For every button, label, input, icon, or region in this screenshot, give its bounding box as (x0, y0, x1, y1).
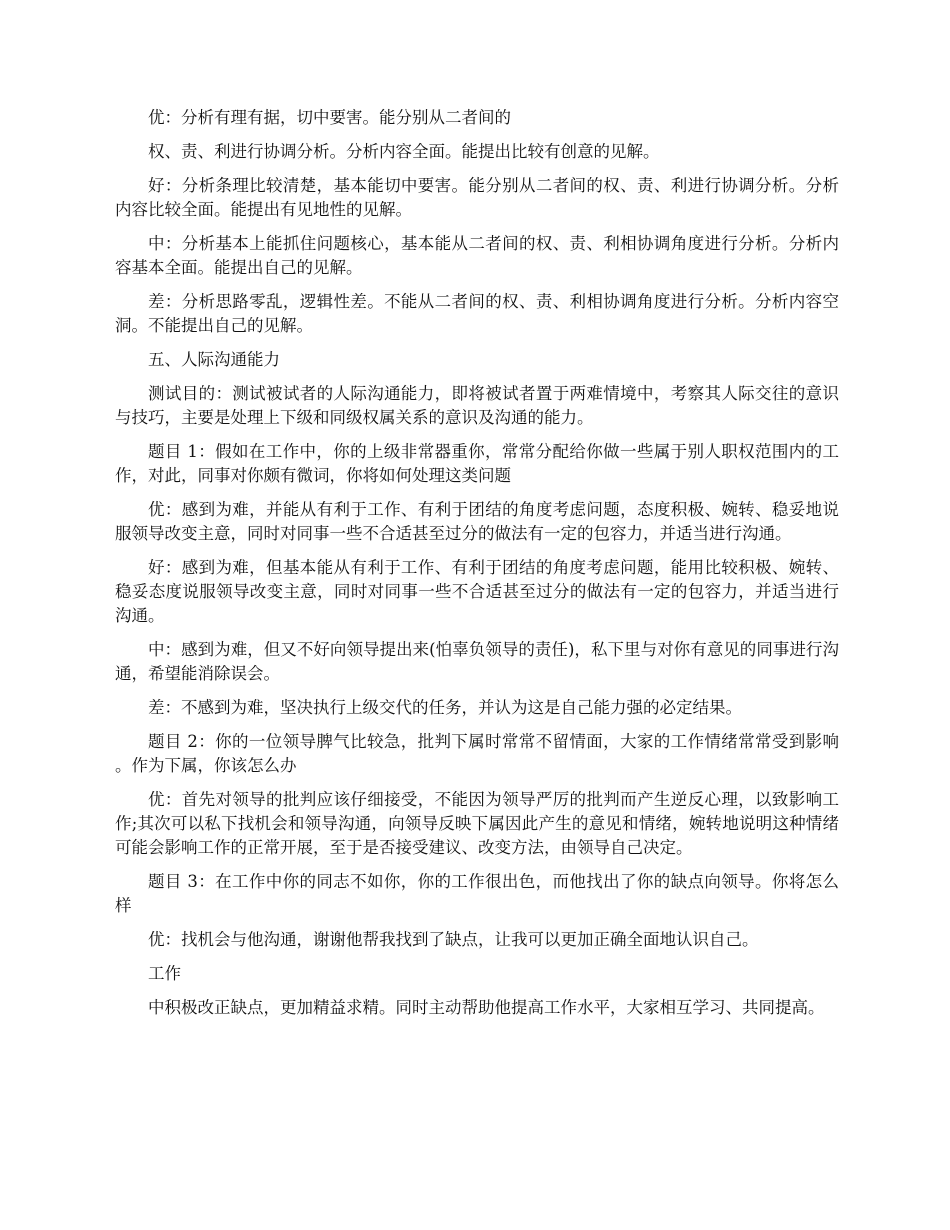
paragraph-1: 优：分析有理有据，切中要害。能分别从二者间的 (148, 108, 511, 127)
paragraph-2: 权、责、利进行协调分析。分析内容全面。能提出比较有创意的见解。 (148, 142, 660, 161)
paragraph-18: 中积极改正缺点，更加精益求精。同时主动帮助他提高工作水平，大家相互学习、共同提高。 (148, 998, 825, 1017)
paragraph-4: 中：分析基本上能抓住问题核心，基本能从二者间的权、责、利相协调角度进行分析。分析内容基本全面。能提出自己的见解。 (115, 234, 839, 277)
paragraph-16: 优：找机会与他沟通，谢谢他帮我找到了缺点，让我可以更加正确全面地认识自己。 (148, 930, 759, 949)
paragraph-10: 好：感到为难，但基本能从有利于工作、有利于团结的角度考虑问题，能用比较积极、婉转、稳妥态度说服领导改变主意，同时对同事一些不合适甚至过分的做法有一定的包容力，并适当进行沟通。 (115, 558, 839, 625)
paragraph-9: 优：感到为难，并能从有利于工作、有利于团结的角度考虑问题，态度积极、婉转、稳妥地说服领导改变主意，同时对同事一些不合适甚至过分的做法有一定的包容力，并适当进行沟通。 (115, 500, 839, 543)
question-1: 题目 1：假如在工作中，你的上级非常器重你，常常分配给你做一些属于别人职权范围内的工作，对此，同事对你颇有微词，你将如何处理这类问题 (115, 442, 839, 485)
question-3: 题目 3：在工作中你的同志不如你，你的工作很出色，而他找出了你的缺点向领导。你将怎么样 (115, 872, 839, 915)
question-2: 题目 2：你的一位领导脾气比较急，批判下属时常常不留情面，大家的工作情绪常常受到影响。作为下属，你该怎么办 (115, 732, 839, 775)
paragraph-11: 中：感到为难，但又不好向领导提出来(怕辜负领导的责任)，私下里与对你有意见的同事进行沟通，希望能消除误会。 (115, 640, 839, 683)
paragraph-14: 优：首先对领导的批判应该仔细接受，不能因为领导严厉的批判而产生逆反心理，以致影响工作;其次可以私下找机会和领导沟通，向领导反映下属因此产生的意见和情绪，婉转地说明这种情绪可能会影响工作的正常开展，至于是否接受建议、改变方法，由领导自己决定。 (115, 790, 839, 857)
paragraph-5: 差：分析思路零乱，逻辑性差。不能从二者间的权、责、利相协调角度进行分析。分析内容空洞。不能提出自己的见解。 (115, 292, 839, 335)
paragraph-7: 测试目的：测试被试者的人际沟通能力，即将被试者置于两难情境中，考察其人际交往的意识与技巧，主要是处理上下级和同级权属关系的意识及沟通的能力。 (115, 384, 839, 427)
paragraph-12: 差：不感到为难，坚决执行上级交代的任务，并认为这是自己能力强的必定结果。 (148, 698, 742, 717)
section-heading: 五、人际沟通能力 (148, 350, 280, 369)
document-page (115, 106, 839, 1030)
paragraph-17: 工作 (148, 964, 181, 983)
paragraph-3: 好：分析条理比较清楚，基本能切中要害。能分别从二者间的权、责、利进行协调分析。分析内容比较全面。能提出有见地性的见解。 (115, 176, 839, 219)
